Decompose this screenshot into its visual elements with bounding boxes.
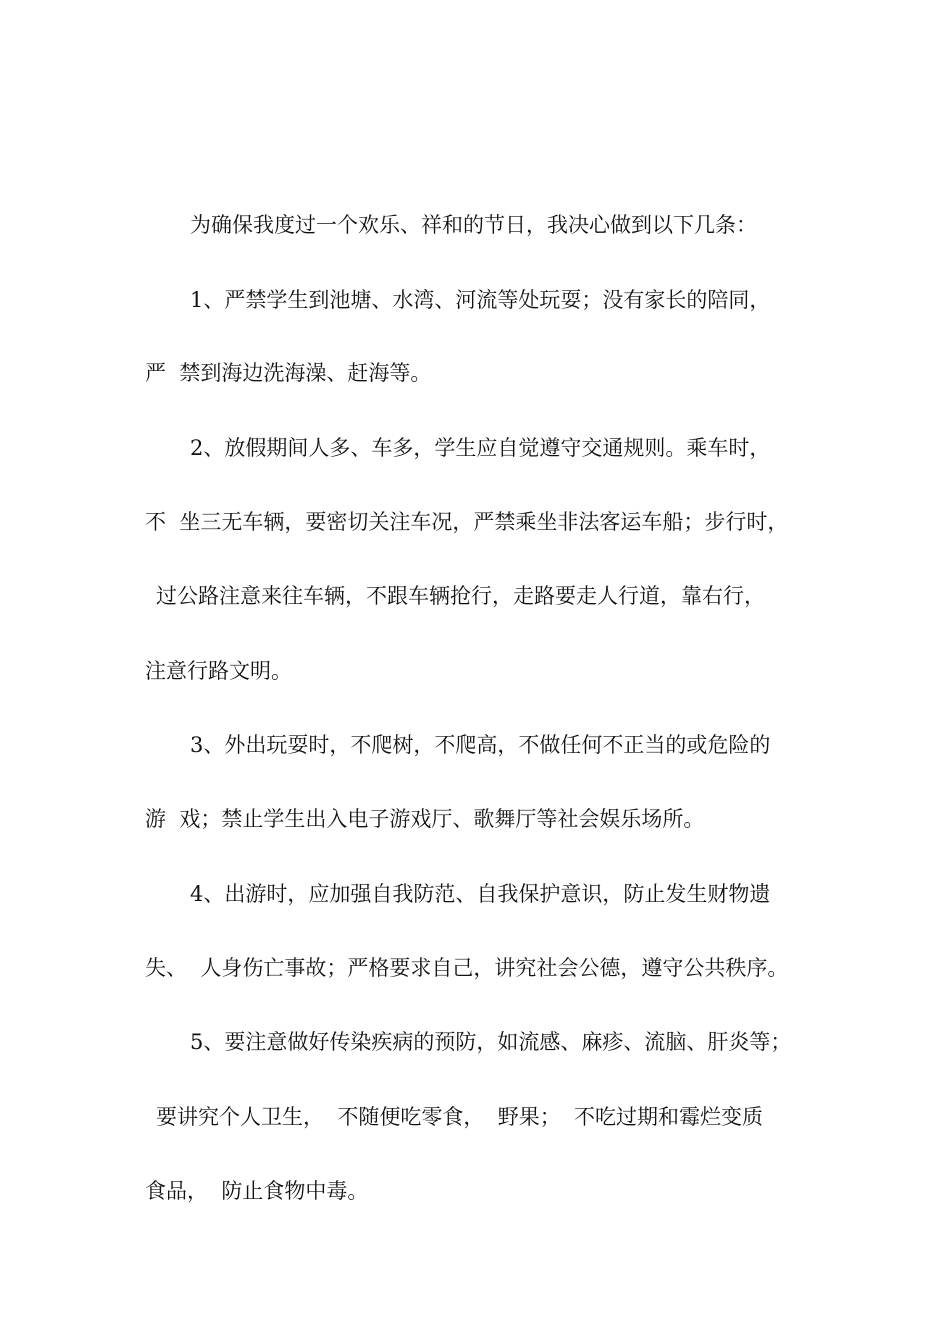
item-3-line-2: 游 戏；禁止学生出入电子游戏厅、歌舞厅等社会娱乐场所。 <box>145 807 705 831</box>
intro-line: 为确保我度过一个欢乐、祥和的节日，我决心做到以下几条： <box>190 213 757 237</box>
item-5-line-3: 食品， 防止食物中毒。 <box>145 1179 369 1203</box>
item-4-line-2: 失、 人身伤亡事故；严格要求自己，讲究社会公德，遵守公共秩序。 <box>145 956 789 980</box>
item-4-line-1: 4、出游时，应加强自我防范、自我保护意识，防止发生财物遗 <box>190 882 771 906</box>
item-5-line-1: 5、要注意做好传染疾病的预防，如流感、麻疹、流脑、肝炎等； <box>190 1030 792 1054</box>
item-1-line-2: 严 禁到海边洗海澡、赶海等。 <box>145 361 432 385</box>
item-2-line-4: 注意行路文明。 <box>145 659 292 683</box>
item-3-line-1: 3、外出玩耍时，不爬树，不爬高，不做任何不正当的或危险的 <box>190 733 771 757</box>
item-2-line-3: 过公路注意来往车辆，不跟车辆抢行，走路要走人行道，靠右行， <box>156 584 765 608</box>
item-1-line-1: 1、严禁学生到池塘、水湾、河流等处玩耍；没有家长的陪同， <box>190 288 771 312</box>
item-2-line-2: 不 坐三无车辆，要密切关注车况，严禁乘坐非法客运车船；步行时， <box>145 510 789 534</box>
item-2-line-1: 2、放假期间人多、车多，学生应自觉遵守交通规则。乘车时， <box>190 436 771 460</box>
item-5-line-2: 要讲究个人卫生， 不随便吃零食， 野果； 不吃过期和霉烂变质 <box>156 1105 764 1129</box>
